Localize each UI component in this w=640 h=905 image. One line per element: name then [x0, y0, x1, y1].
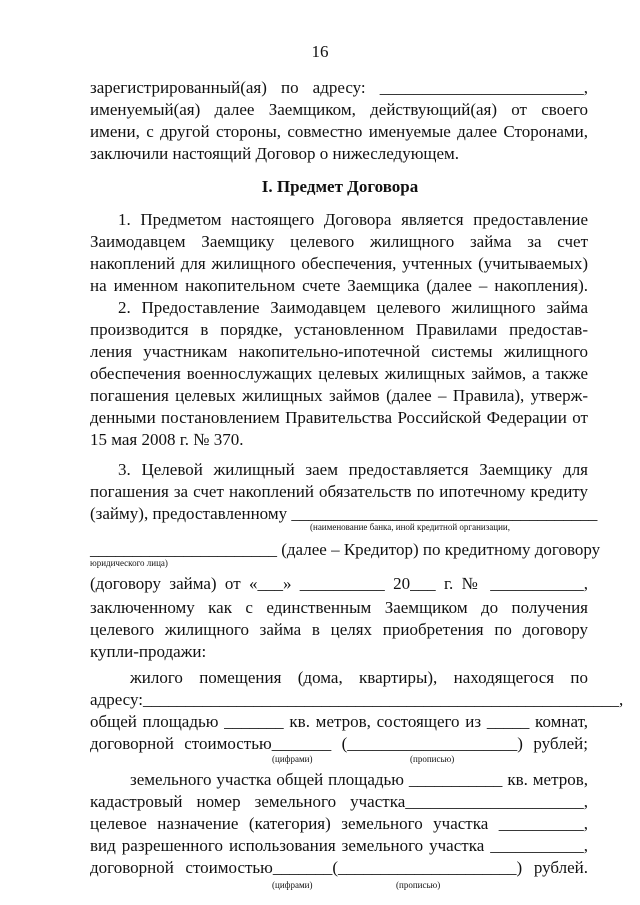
- text-line: зарегистрированный(ая) по адресу: ________________________,: [90, 78, 588, 97]
- text-line: обеспечения военнослужащих целевых жилищных займов, а также: [90, 364, 588, 383]
- text-line: целевого жилищного займа в целях приобретения по договору: [90, 620, 588, 639]
- text-line: земельного участка общей площадью ___________ кв. метров,: [130, 770, 588, 789]
- text-line: вид разрешенного использования земельного участка ___________,: [90, 836, 588, 855]
- text-line: погашения за счет накоплений обязательств по ипотечному кредиту: [90, 482, 588, 501]
- text-line: ______________________ (далее – Кредитор) по кредитному договору: [90, 540, 601, 559]
- text-line: погашения целевых жилищных займов (далее – Правила), утверж-: [90, 386, 588, 405]
- text-line: купли-продажи:: [90, 642, 207, 661]
- text-line: целевое назначение (категория) земельного участка __________,: [90, 814, 588, 833]
- text-line: адресу:________________________________________________________,: [90, 690, 624, 709]
- text-line: заключенному как с единственным Заемщиком до получения: [90, 598, 588, 617]
- text-line: жилого помещения (дома, квартиры), находящегося по: [130, 668, 588, 687]
- text-line: на именном накопительном счете Заемщика (далее – накопления).: [90, 276, 588, 295]
- caption: юридического лица): [90, 558, 168, 568]
- text-line: договорной стоимостью_______(_____________________) рублей.: [90, 858, 588, 877]
- text-line: именуемый(ая) далее Заемщиком, действующий(ая) от своего: [90, 100, 588, 119]
- text-line: 15 мая 2008 г. № 370.: [90, 430, 244, 449]
- page-number: 16: [311, 42, 329, 61]
- text-line: (займу), предоставленному ____________________________________: [90, 504, 598, 523]
- text-line: имени, с другой стороны, совместно именуемые далее Сторонами,: [90, 122, 588, 141]
- caption: (цифрами): [272, 754, 313, 764]
- text-line: заключили настоящий Договор о нижеследующем.: [90, 144, 460, 163]
- caption: (прописью): [396, 880, 441, 890]
- text-line: накоплений для жилищного обеспечения, учтенных (учитываемых): [90, 254, 588, 273]
- text-line: общей площадью _______ кв. метров, состоящего из _____ комнат,: [90, 712, 588, 731]
- text-line: (договору займа) от «___» __________ 20___ г. № ___________,: [90, 574, 588, 593]
- text-line: денными постановлением Правительства Российской Федерации от: [90, 408, 588, 427]
- text-line: 3. Целевой жилищный заем предоставляется Заемщику для: [118, 460, 588, 479]
- caption: (наименование банка, иной кредитной организации,: [310, 522, 510, 532]
- text-line: производится в порядке, установленном Правилами предостав-: [90, 320, 588, 339]
- text-line: 2. Предоставление Заимодавцем целевого жилищного займа: [118, 298, 588, 317]
- text-line: 1. Предметом настоящего Договора является предоставление: [118, 210, 588, 229]
- text-line: кадастровый номер земельного участка_____________________,: [90, 792, 588, 811]
- text-line: Заимодавцем Заемщику целевого жилищного займа за счет: [90, 232, 588, 251]
- section-heading: I. Предмет Договора: [261, 177, 419, 196]
- text-line: договорной стоимостью_______ (____________________) рублей;: [90, 734, 588, 753]
- text-line: ления участникам накопительно-ипотечной системы жилищного: [90, 342, 588, 361]
- caption: (цифрами): [272, 880, 313, 890]
- caption: (прописью): [410, 754, 455, 764]
